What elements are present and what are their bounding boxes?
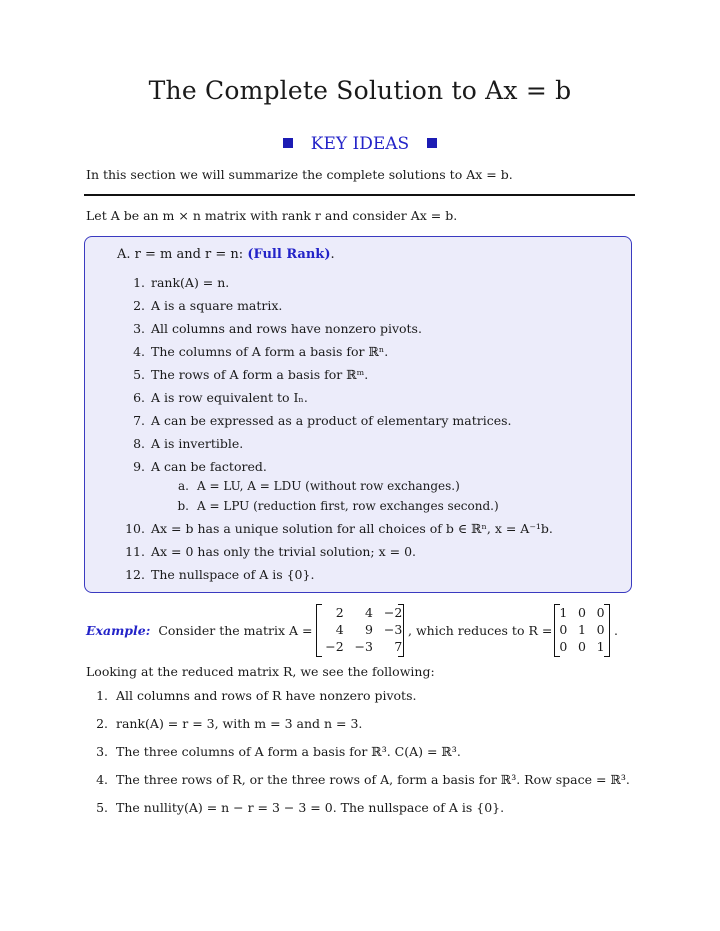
list-item xyxy=(115,390,308,405)
item-number: 12. xyxy=(125,567,145,582)
item-number: 4. xyxy=(133,344,145,359)
matrix-r-cell: 1 xyxy=(578,622,586,637)
square-bullet-icon xyxy=(427,138,437,148)
matrix-r xyxy=(554,604,610,655)
list-item xyxy=(86,688,416,703)
item-number: 3. xyxy=(96,744,108,759)
list-item xyxy=(115,344,388,359)
item-text: rank(A) = r = 3, with m = 3 and n = 3. xyxy=(116,716,363,731)
item-number: 5. xyxy=(133,367,145,382)
item-number: 6. xyxy=(133,390,145,405)
sub-item-text: A = LU, A = LDU (without row exchanges.) xyxy=(197,479,460,493)
matrix-r-cell: 0 xyxy=(559,639,568,654)
matrix-a-cell: 2 xyxy=(335,605,344,620)
page-title: The Complete Solution to Ax = b xyxy=(148,76,572,105)
sub-item-text: A = LPU (reduction first, row exchanges second.) xyxy=(197,499,499,513)
box-heading-suffix: . xyxy=(330,247,335,262)
list-item xyxy=(86,716,362,731)
key-ideas-heading xyxy=(0,134,720,154)
list-item xyxy=(115,436,243,451)
matrix-a-cell: −3 xyxy=(383,622,403,637)
matrix-r-cell: 0 xyxy=(578,605,586,620)
item-number: 7. xyxy=(133,413,145,428)
matrix-r-cell: 0 xyxy=(596,622,605,637)
matrix-a-cell: 9 xyxy=(365,622,373,637)
key-ideas-label: KEY IDEAS xyxy=(310,134,410,154)
example-text-b: , which reduces to R = xyxy=(408,623,553,638)
horizontal-rule xyxy=(84,194,635,196)
matrix-a-cell: −2 xyxy=(325,639,344,654)
matrix-a-cell: −2 xyxy=(383,605,403,620)
item-number: 10. xyxy=(125,521,145,536)
matrix-r-cell: 0 xyxy=(596,605,605,620)
list-item xyxy=(115,367,368,382)
sub-item-letter: b. xyxy=(177,499,189,513)
item-text: The columns of A form a basis for ℝⁿ. xyxy=(151,344,389,359)
intro-text: In this section we will summarize the complete solutions to Ax = b. xyxy=(86,167,513,182)
square-bullet-icon xyxy=(283,138,293,148)
list-item xyxy=(115,544,416,559)
list-item xyxy=(115,567,314,582)
full-rank-box xyxy=(84,236,632,593)
matrix-r-cell: 1 xyxy=(596,639,605,654)
list-item xyxy=(86,744,461,759)
item-number: 1. xyxy=(96,688,108,703)
item-number: 8. xyxy=(133,436,145,451)
example-block xyxy=(86,604,646,660)
box-heading xyxy=(117,247,335,262)
matrix-a-cell: 4 xyxy=(365,605,373,620)
matrix-a xyxy=(316,604,404,655)
item-text: All columns and rows have nonzero pivots. xyxy=(151,321,422,336)
list-item xyxy=(115,298,282,313)
item-text: Ax = b has a unique solution for all choices of b ∈ ℝⁿ, x = A⁻¹b. xyxy=(151,521,553,536)
matrix-r-cell: 0 xyxy=(578,639,586,654)
item-text: A can be factored. xyxy=(151,459,267,474)
box-heading-prefix: A. r = m and r = n: xyxy=(117,247,248,262)
sub-item xyxy=(175,499,499,513)
example-text-c: . xyxy=(614,623,618,638)
item-text: All columns and rows of R have nonzero pivots. xyxy=(116,688,417,703)
item-number: 2. xyxy=(96,716,108,731)
list-item xyxy=(86,772,630,787)
matrix-a-cell: 7 xyxy=(394,639,403,654)
item-text: The three rows of R, or the three rows of A, form a basis for ℝ³. Row space = ℝ³. xyxy=(116,772,630,787)
example-text-a: Consider the matrix A = xyxy=(158,623,313,638)
matrix-a-cell: −3 xyxy=(354,639,373,654)
item-number: 5. xyxy=(96,800,108,815)
item-text: A is row equivalent to Iₙ. xyxy=(151,390,308,405)
item-number: 1. xyxy=(133,275,145,290)
matrix-r-cell: 1 xyxy=(559,605,568,620)
list-item xyxy=(115,521,553,536)
item-text: rank(A) = n. xyxy=(151,275,230,290)
item-text: A is invertible. xyxy=(151,436,244,451)
item-number: 9. xyxy=(133,459,145,474)
list-item xyxy=(86,800,504,815)
item-text: The three columns of A form a basis for ℝ³. C(A) = ℝ³. xyxy=(116,744,461,759)
list-item xyxy=(115,413,512,428)
example-label-text: Example: xyxy=(86,623,151,638)
matrix-r-cell: 0 xyxy=(559,622,568,637)
sub-item xyxy=(175,479,460,493)
sub-item-letter: a. xyxy=(178,479,189,493)
let-statement: Let A be an m × n matrix with rank r and consider Ax = b. xyxy=(86,208,458,223)
full-rank-label: (Full Rank) xyxy=(247,247,331,262)
item-number: 2. xyxy=(133,298,145,313)
item-number: 4. xyxy=(96,772,108,787)
item-number: 3. xyxy=(133,321,145,336)
item-text: The nullspace of A is {0}. xyxy=(151,567,315,582)
item-text: The nullity(A) = n − r = 3 − 3 = 0. The nullspace of A is {0}. xyxy=(116,800,505,815)
item-text: The rows of A form a basis for ℝᵐ. xyxy=(151,367,369,382)
list-item xyxy=(115,321,422,336)
list-item xyxy=(115,459,267,474)
item-text: A is a square matrix. xyxy=(151,298,283,313)
item-number: 11. xyxy=(125,544,145,559)
example-label xyxy=(86,623,312,638)
matrix-a-cell: 4 xyxy=(335,622,344,637)
looking-text: Looking at the reduced matrix R, we see the following: xyxy=(86,664,435,679)
item-text: Ax = 0 has only the trivial solution; x = 0. xyxy=(151,544,417,559)
list-item xyxy=(115,275,229,290)
item-text: A can be expressed as a product of elementary matrices. xyxy=(151,413,512,428)
